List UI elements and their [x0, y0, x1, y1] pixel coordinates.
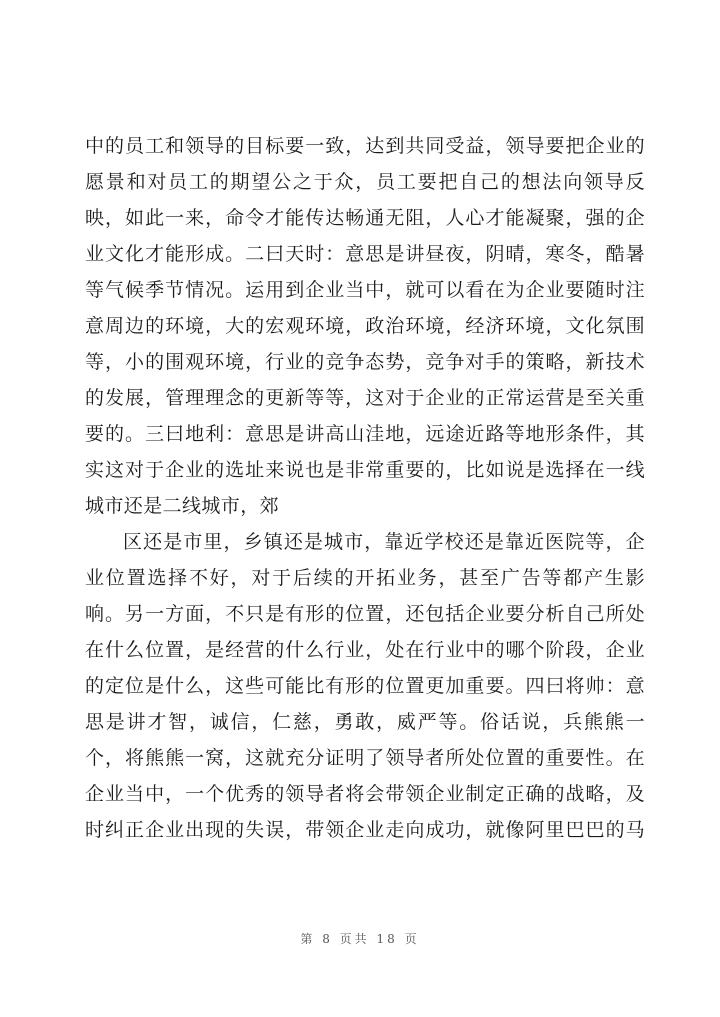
- text-line: 城市还是二线城市，郊: [85, 495, 280, 517]
- text-line: 在什么位置，是经营的什么行业，处在行业中的哪个阶段，企业: [85, 639, 645, 661]
- paragraph-first-line: 区还是市里，乡镇还是城市，靠近学校还是靠近医院等，企: [123, 531, 645, 553]
- text-line: 等，小的围观环境，行业的竞争态势，竞争对手的策略，新技术: [85, 351, 645, 373]
- page-number-footer: 第 8 页共 18 页: [300, 932, 420, 946]
- text-line: 的发展，管理理念的更新等等，这对于企业的正常运营是至关重: [85, 387, 645, 409]
- text-line: 个，将熊熊一窝，这就充分证明了领导者所处位置的重要性。在: [85, 747, 645, 769]
- text-line: 业位置选择不好，对于后续的开拓业务，甚至广告等都产生影: [85, 567, 645, 589]
- text-line: 业文化才能形成。二曰天时：意思是讲昼夜，阴晴，寒冬，酷暑: [85, 243, 645, 265]
- text-line: 响。另一方面，不只是有形的位置，还包括企业要分析自己所处: [85, 603, 645, 625]
- text-line: 中的员工和领导的目标要一致，达到共同受益，领导要把企业的: [85, 135, 645, 157]
- text-line: 的定位是什么，这些可能比有形的位置更加重要。四曰将帅：意: [85, 675, 645, 697]
- text-line: 映，如此一来，命令才能传达畅通无阻，人心才能凝聚，强的企: [85, 207, 645, 229]
- text-line: 等气候季节情况。运用到企业当中，就可以看在为企业要随时注: [85, 279, 645, 301]
- text-line: 企业当中，一个优秀的领导者将会带领企业制定正确的战略，及: [85, 783, 645, 805]
- text-line: 时纠正企业出现的失误，带领企业走向成功，就像阿里巴巴的马: [85, 819, 645, 841]
- text-line: 实这对于企业的选址来说也是非常重要的，比如说是选择在一线: [85, 459, 645, 481]
- text-line: 思是讲才智，诚信，仁慈，勇敢，威严等。俗话说，兵熊熊一: [85, 711, 645, 733]
- text-line: 要的。三曰地利：意思是讲高山洼地，远途近路等地形条件，其: [85, 423, 645, 445]
- text-line: 愿景和对员工的期望公之于众，员工要把自己的想法向领导反: [85, 171, 645, 193]
- text-line: 意周边的环境，大的宏观环境，政治环境，经济环境，文化氛围: [85, 315, 645, 337]
